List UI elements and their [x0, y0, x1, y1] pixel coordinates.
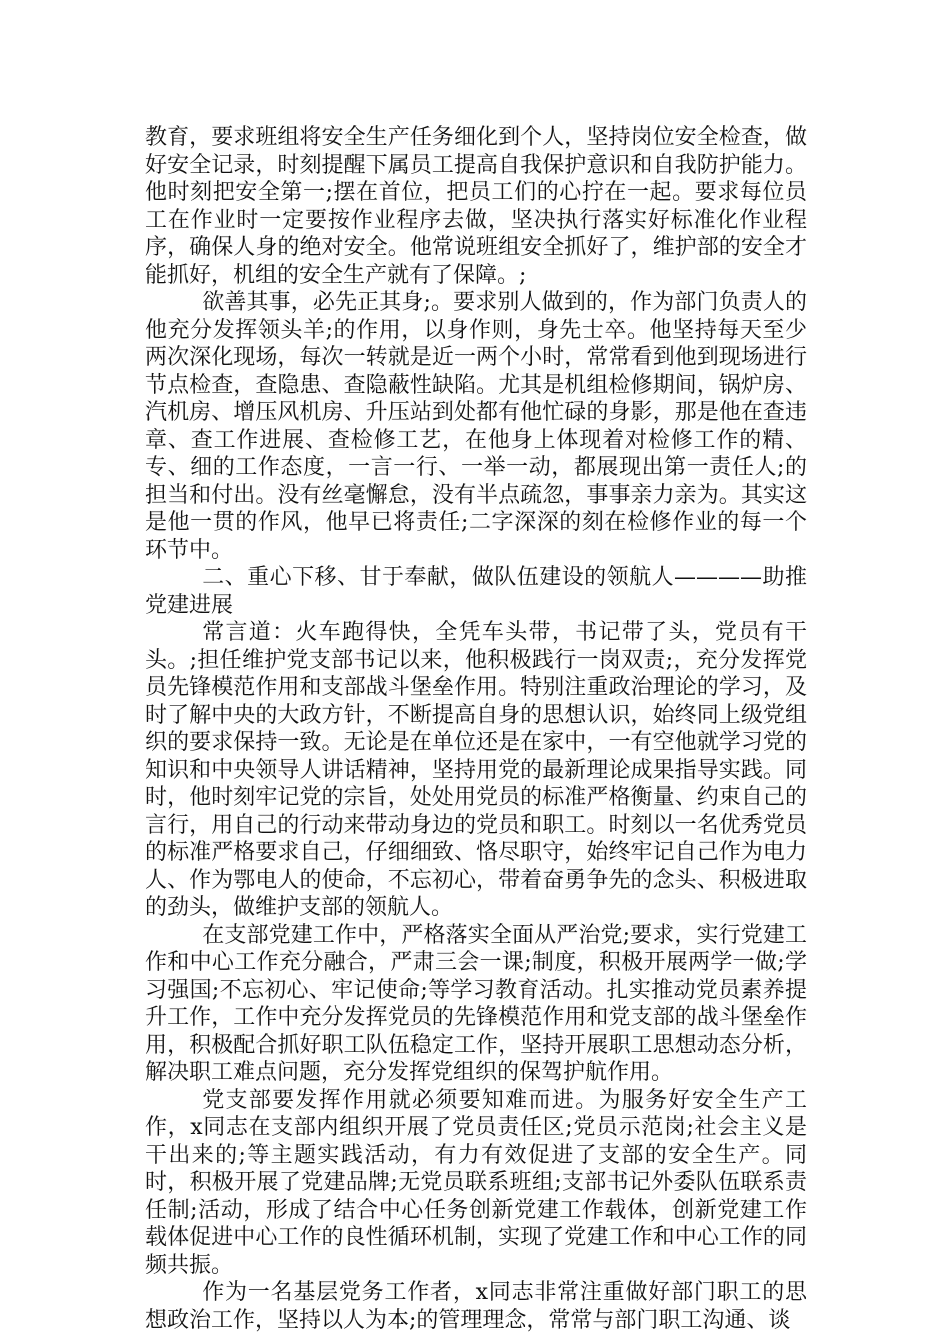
paragraph-party-secretary: 常言道：火车跑得快，全凭车头带，书记带了头，党员有干头。;担任维护党支部书记以来，他积极践行一岗双责;，充分发挥党员先锋模范作用和支部战斗堡垒作用。特别注重政治理论的学习，及时了解中央的大政方针，不断提高自身的思想认识，始终同上级党组织的要求保持一致。无论是在单位还是在家中，一有空他就学习党的知识和中央领导人讲话精神，坚持用党的最新理论成果指导实践。同时，他时刻牢记党的宗旨，处处用党员的标准严格衡量、约束自己的言行，用自己的行动来带动身边的党员和职工。时刻以一名优秀党员的标准严格要求自己，仔细细致、恪尽职守，始终牢记自己作为电力人、作为鄂电人的使命，不忘初心，带着奋勇争先的念头、积极进取的劲头，做维护支部的领航人。: [145, 620, 807, 920]
paragraph-political-work: 作为一名基层党务工作者，x同志非常注重做好部门职工的思想政治工作，坚持以人为本;的管理理念，常常与部门职工沟通、谈: [145, 1280, 807, 1333]
paragraph-lead-by-example: 欲善其事，必先正其身;。要求别人做到的，作为部门负责人的他充分发挥领头羊;的作用，以身作则，身先士卒。他坚持每天至少两次深化现场，每次一转就是近一两个小时，常常看到他到现场进行节点检查，查隐患、查隐蔽性缺陷。尤其是机组检修期间，锅炉房、汽机房、增压风机房、升压站到处都有他忙碌的身影，那是他在查违章、查工作进展、查检修工艺，在他身上体现着对检修工作的精、专、细的工作态度，一言一行、一举一动，都展现出第一责任人;的担当和付出。没有丝毫懈怠，没有半点疏忽，事事亲力亲为。其实这是他一贯的作风，他早已将责任;二字深深的刻在检修作业的每一个环节中。: [145, 290, 807, 563]
paragraph-safety-education: 教育，要求班组将安全生产任务细化到个人，坚持岗位安全检查，做好安全记录，时刻提醒下属员工提高自我保护意识和自我防护能力。他时刻把安全第一;摆在首位，把员工们的心拧在一起。要求每位员工在作业时一定要按作业程序去做，坚决执行落实好标准化作业程序，确保人身的绝对安全。他常说班组安全抓好了，维护部的安全才能抓好，机组的安全生产就有了保障。;: [145, 125, 807, 288]
document-body: [145, 124, 807, 1334]
paragraph-branch-activities: 党支部要发挥作用就必须要知难而进。为服务好安全生产工作，x同志在支部内组织开展了党员责任区;党员示范岗;社会主义是干出来的;等主题实践活动，有力有效促进了支部的安全生产。同时，积极开展了党建品牌;无党员联系班组;支部书记外委队伍联系责任制;活动，形成了结合中心任务创新党建工作载体，创新党建工作载体促进中心工作的良性循环机制，实现了党建工作和中心工作的同频共振。: [145, 1087, 807, 1278]
paragraph-party-building: 在支部党建工作中，严格落实全面从严治党;要求，实行党建工作和中心工作充分融合，严肃三会一课;制度，积极开展两学一做;学习强国;不忘初心、牢记使命;等学习教育活动。扎实推动党员素养提升工作，工作中充分发挥党员的先锋模范作用和党支部的战斗堡垒作用，积极配合抓好职工队伍稳定工作，坚持开展职工思想动态分析，解决职工难点问题，充分发挥党组织的保驾护航作用。: [145, 922, 807, 1085]
section-heading-two: 二、重心下移、甘于奉献，做队伍建设的领航人————助推党建进展: [145, 565, 807, 618]
